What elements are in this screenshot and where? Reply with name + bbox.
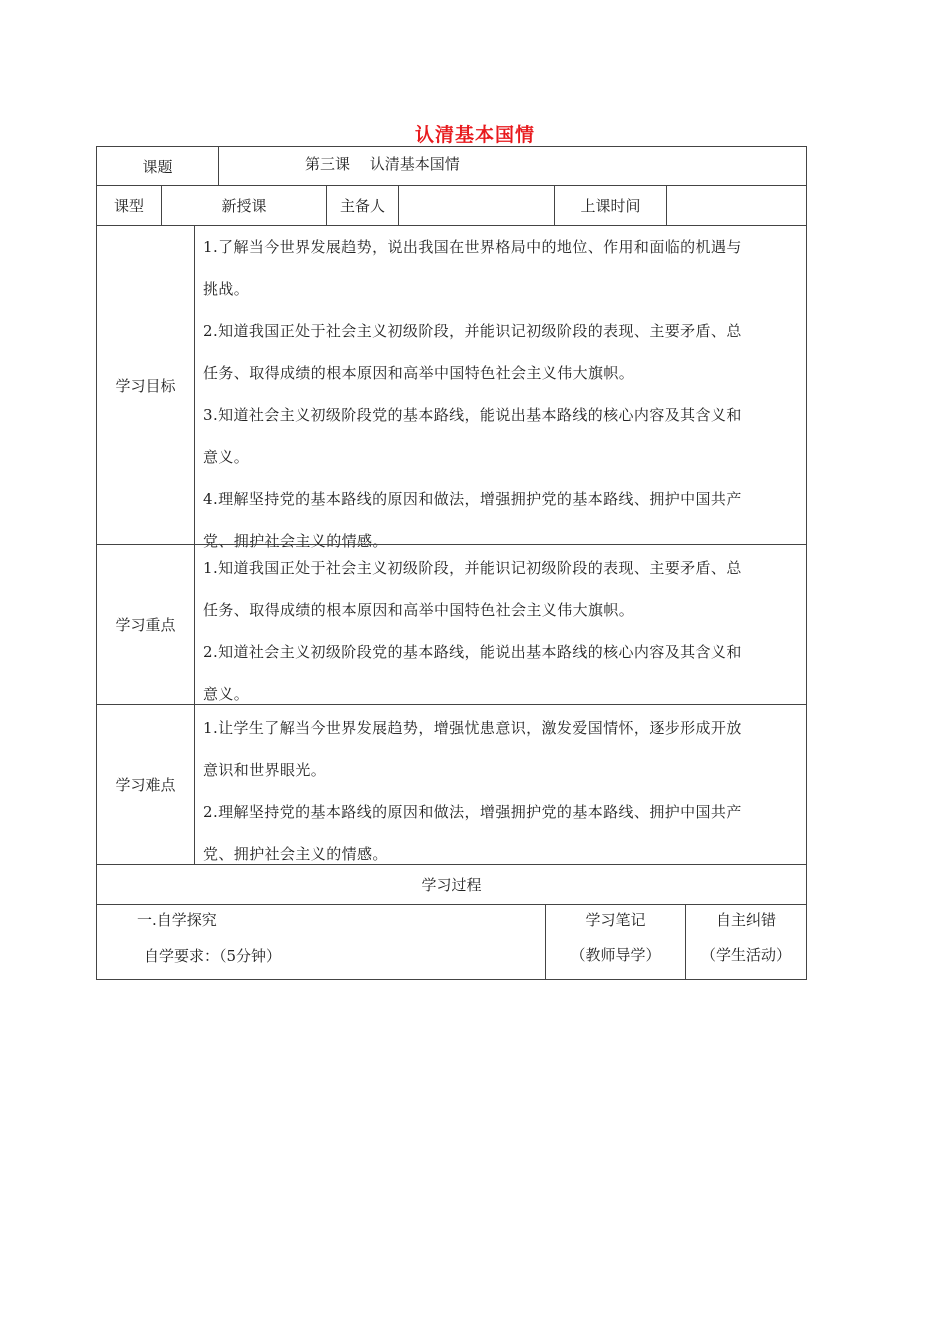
meta-row [96, 185, 807, 225]
topic-value: 第三课 认清基本国情 [305, 155, 460, 173]
self-study-requirement: 自学要求：（5分钟） [144, 947, 282, 965]
lesson-plan-table [96, 146, 807, 980]
key-points-line: 2.知道社会主义初级阶段党的基本路线，能说出基本路线的核心内容及其含义和 [203, 643, 742, 661]
key-points-line: 1.知道我国正处于社会主义初级阶段，并能识记初级阶段的表现、主要矛盾、总 [203, 559, 742, 577]
time-value [666, 186, 806, 225]
objectives-line: 3.知道社会主义初级阶段党的基本路线，能说出基本路线的核心内容及其含义和 [203, 406, 742, 424]
preparer-value [398, 186, 554, 225]
difficulties-row [96, 704, 807, 864]
objectives-line: 4.理解坚持党的基本路线的原因和做法，增强拥护党的基本路线、拥护中国共产 [203, 490, 742, 508]
type-label: 课型 [113, 197, 144, 215]
self-study-row [96, 904, 807, 980]
difficulties-label: 学习难点 [115, 776, 176, 794]
correction-title: 自主纠错 [715, 911, 776, 929]
key-points-content [194, 545, 806, 704]
notes-title: 学习笔记 [585, 911, 646, 929]
self-study-cell [97, 905, 545, 979]
key-points-line: 意义。 [203, 685, 250, 703]
page-title: 认清基本国情 [414, 124, 535, 146]
key-points-row [96, 544, 807, 704]
preparer-label: 主备人 [326, 186, 398, 225]
difficulties-line: 2.理解坚持党的基本路线的原因和做法，增强拥护党的基本路线、拥护中国共产 [203, 803, 742, 821]
self-study-title: 一.自学探究 [137, 911, 217, 929]
process-heading-row [96, 864, 807, 904]
process-heading: 学习过程 [421, 876, 482, 894]
notes-cell [545, 905, 685, 979]
difficulties-line: 党、拥护社会主义的情感。 [203, 845, 388, 863]
objectives-line: 意义。 [203, 448, 250, 466]
correction-subtitle: （学生活动） [700, 946, 791, 964]
key-points-label: 学习重点 [115, 616, 176, 634]
objectives-row [96, 225, 807, 550]
time-label: 上课时间 [554, 186, 666, 225]
key-points-line: 任务、取得成绩的根本原因和高举中国特色社会主义伟大旗帜。 [203, 601, 635, 619]
objectives-line: 任务、取得成绩的根本原因和高举中国特色社会主义伟大旗帜。 [203, 364, 635, 382]
difficulties-content [194, 705, 806, 864]
objectives-line: 1.了解当今世界发展趋势，说出我国在世界格局中的地位、作用和面临的机遇与 [203, 238, 742, 256]
type-value: 新授课 [161, 186, 326, 225]
difficulties-line: 意识和世界眼光。 [203, 761, 327, 779]
topic-value-cell [218, 147, 806, 185]
notes-subtitle: （教师导学） [570, 946, 661, 964]
objectives-line: 2.知道我国正处于社会主义初级阶段，并能识记初级阶段的表现、主要矛盾、总 [203, 322, 742, 340]
topic-label: 课题 [142, 157, 173, 176]
objectives-label: 学习目标 [115, 376, 176, 395]
correction-cell [685, 905, 806, 979]
objectives-line: 党、拥护社会主义的情感。 [203, 532, 388, 550]
topic-row [96, 146, 807, 185]
objectives-line: 挑战。 [203, 280, 250, 298]
objectives-content [194, 226, 806, 550]
difficulties-line: 1.让学生了解当今世界发展趋势，增强忧患意识，激发爱国情怀，逐步形成开放 [203, 719, 742, 737]
